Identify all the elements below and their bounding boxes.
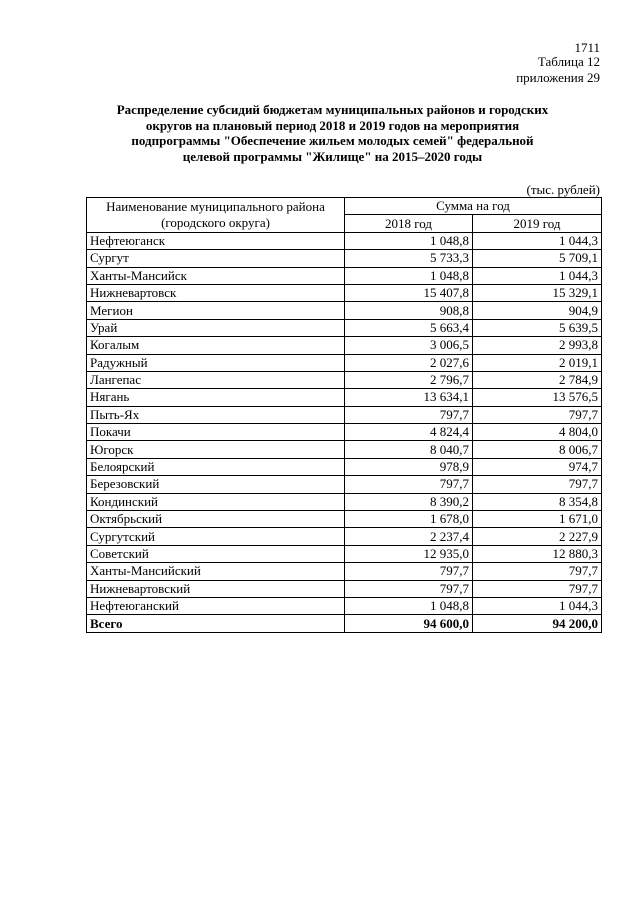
value-2019-cell: 904,9 bbox=[473, 302, 602, 319]
value-2018-cell: 1 678,0 bbox=[345, 511, 473, 528]
municipality-cell: Нижневартовск bbox=[87, 284, 345, 301]
municipality-cell: Нягань bbox=[87, 389, 345, 406]
value-2018-cell: 5 663,4 bbox=[345, 319, 473, 336]
value-2019-cell: 2 019,1 bbox=[473, 354, 602, 371]
value-2019-cell: 15 329,1 bbox=[473, 284, 602, 301]
municipality-cell: Югорск bbox=[87, 441, 345, 458]
value-2018-cell: 94 600,0 bbox=[345, 615, 473, 632]
municipality-cell: Октябрьский bbox=[87, 511, 345, 528]
table-header-row bbox=[87, 198, 602, 215]
value-2018-cell: 978,9 bbox=[345, 458, 473, 475]
value-2018-cell: 4 824,4 bbox=[345, 424, 473, 441]
value-2019-cell: 2 227,9 bbox=[473, 528, 602, 545]
table-row bbox=[87, 580, 602, 597]
total-row bbox=[87, 615, 602, 632]
value-2019-cell: 1 044,3 bbox=[473, 267, 602, 284]
municipality-cell: Белоярский bbox=[87, 458, 345, 475]
value-2019-cell: 2 784,9 bbox=[473, 371, 602, 388]
value-2019-cell: 1 671,0 bbox=[473, 511, 602, 528]
table-row bbox=[87, 389, 602, 406]
table-row bbox=[87, 337, 602, 354]
page-number: 1711 bbox=[574, 40, 600, 55]
value-2018-cell: 8 040,7 bbox=[345, 441, 473, 458]
value-2018-cell: 15 407,8 bbox=[345, 284, 473, 301]
municipality-cell: Радужный bbox=[87, 354, 345, 371]
value-2019-cell: 1 044,3 bbox=[473, 232, 602, 249]
value-2019-cell: 13 576,5 bbox=[473, 389, 602, 406]
municipality-cell: Пыть-Ях bbox=[87, 406, 345, 423]
value-2018-cell: 908,8 bbox=[345, 302, 473, 319]
header-municipality-line2: (городского округа) bbox=[161, 214, 270, 230]
municipality-cell: Советский bbox=[87, 545, 345, 562]
value-2018-cell: 797,7 bbox=[345, 580, 473, 597]
table-row bbox=[87, 545, 602, 562]
municipality-cell: Нефтеюганск bbox=[87, 232, 345, 249]
value-2018-cell: 2 237,4 bbox=[345, 528, 473, 545]
table-row bbox=[87, 493, 602, 510]
value-2019-cell: 2 993,8 bbox=[473, 337, 602, 354]
header-2018: 2018 год bbox=[345, 215, 473, 232]
value-2018-cell: 5 733,3 bbox=[345, 250, 473, 267]
table-row bbox=[87, 563, 602, 580]
header-sum-per-year: Сумма на год bbox=[345, 198, 602, 215]
header-municipality-line1: Наименование муниципального района bbox=[106, 198, 325, 214]
title-line: округов на плановый период 2018 и 2019 годов на мероприятия bbox=[145, 117, 520, 133]
header-2019: 2019 год bbox=[473, 215, 602, 232]
municipality-cell: Нефтеюганский bbox=[87, 597, 345, 614]
table-row bbox=[87, 597, 602, 614]
unit-label: (тыс. рублей) bbox=[526, 182, 600, 197]
document-title bbox=[90, 102, 575, 164]
value-2018-cell: 13 634,1 bbox=[345, 389, 473, 406]
municipality-cell: Лангепас bbox=[87, 371, 345, 388]
table-row bbox=[87, 232, 602, 249]
municipality-cell: Сургутский bbox=[87, 528, 345, 545]
municipality-cell: Когалым bbox=[87, 337, 345, 354]
table-row bbox=[87, 319, 602, 336]
table-row bbox=[87, 528, 602, 545]
municipality-cell: Мегион bbox=[87, 302, 345, 319]
table-row bbox=[87, 250, 602, 267]
value-2019-cell: 8 006,7 bbox=[473, 441, 602, 458]
title-line: подпрограммы "Обеспечение жильем молодых семей" федеральной bbox=[131, 133, 534, 148]
subsidy-table bbox=[86, 197, 602, 633]
value-2018-cell: 8 390,2 bbox=[345, 493, 473, 510]
value-2019-cell: 797,7 bbox=[473, 476, 602, 493]
value-2019-cell: 4 804,0 bbox=[473, 424, 602, 441]
value-2019-cell: 797,7 bbox=[473, 563, 602, 580]
municipality-cell: Ханты-Мансийский bbox=[87, 563, 345, 580]
table-row bbox=[87, 354, 602, 371]
municipality-cell: Всего bbox=[87, 615, 345, 632]
value-2019-cell: 974,7 bbox=[473, 458, 602, 475]
table-row bbox=[87, 267, 602, 284]
table-row bbox=[87, 406, 602, 423]
table-row bbox=[87, 284, 602, 301]
header-municipality bbox=[87, 198, 345, 233]
table-row bbox=[87, 476, 602, 493]
value-2019-cell: 8 354,8 bbox=[473, 493, 602, 510]
table-row bbox=[87, 458, 602, 475]
value-2019-cell: 12 880,3 bbox=[473, 545, 602, 562]
value-2019-cell: 94 200,0 bbox=[473, 615, 602, 632]
value-2018-cell: 1 048,8 bbox=[345, 267, 473, 284]
table-row bbox=[87, 424, 602, 441]
value-2019-cell: 797,7 bbox=[473, 406, 602, 423]
municipality-cell: Нижневартовский bbox=[87, 580, 345, 597]
value-2018-cell: 2 796,7 bbox=[345, 371, 473, 388]
value-2019-cell: 1 044,3 bbox=[473, 597, 602, 614]
municipality-cell: Покачи bbox=[87, 424, 345, 441]
municipality-cell: Урай bbox=[87, 319, 345, 336]
municipality-cell: Ханты-Мансийск bbox=[87, 267, 345, 284]
table-row bbox=[87, 302, 602, 319]
table-ref-line: Таблица 12 bbox=[537, 54, 600, 69]
value-2018-cell: 797,7 bbox=[345, 563, 473, 580]
value-2019-cell: 5 639,5 bbox=[473, 319, 602, 336]
title-line: целевой программы "Жилище" на 2015–2020 годы bbox=[182, 148, 483, 164]
table-reference bbox=[516, 54, 600, 85]
value-2019-cell: 797,7 bbox=[473, 580, 602, 597]
title-line: Распределение субсидий бюджетам муниципальных районов и городских bbox=[116, 102, 549, 117]
value-2018-cell: 797,7 bbox=[345, 406, 473, 423]
value-2018-cell: 1 048,8 bbox=[345, 597, 473, 614]
value-2018-cell: 797,7 bbox=[345, 476, 473, 493]
value-2019-cell: 5 709,1 bbox=[473, 250, 602, 267]
value-2018-cell: 1 048,8 bbox=[345, 232, 473, 249]
table-row bbox=[87, 441, 602, 458]
value-2018-cell: 12 935,0 bbox=[345, 545, 473, 562]
value-2018-cell: 2 027,6 bbox=[345, 354, 473, 371]
table-ref-line: приложения 29 bbox=[516, 69, 600, 85]
municipality-cell: Кондинский bbox=[87, 493, 345, 510]
municipality-cell: Березовский bbox=[87, 476, 345, 493]
table-row bbox=[87, 371, 602, 388]
table-row bbox=[87, 511, 602, 528]
municipality-cell: Сургут bbox=[87, 250, 345, 267]
value-2018-cell: 3 006,5 bbox=[345, 337, 473, 354]
